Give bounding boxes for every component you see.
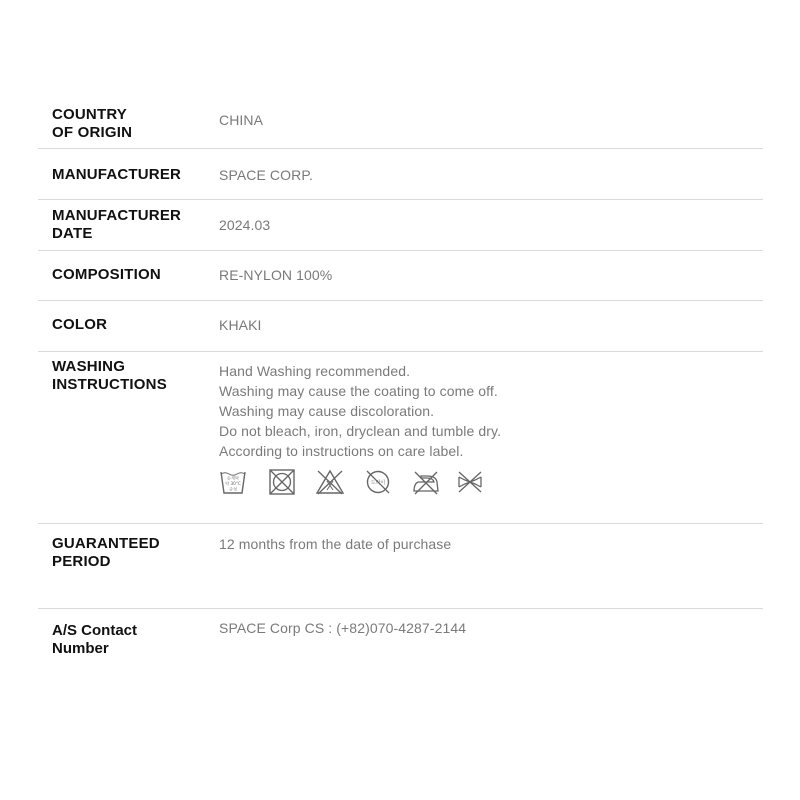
label-line: A/S Contact [52,622,138,639]
do-not-tumble-dry-icon [268,468,296,496]
row-label-guaranteed-period [52,535,202,571]
row-value-washing-instructions [219,361,501,461]
divider [38,199,763,200]
row-value-manufacturer: SPACE CORP. [219,167,313,183]
row-label-manufacturer: MANUFACTURER [52,166,182,183]
row-value-manufacturer-date: 2024.03 [219,217,271,233]
row-label-composition: COMPOSITION [52,266,161,283]
label-line: COUNTRY [52,106,128,123]
divider [38,250,763,251]
row-value-guaranteed-period: 12 months from the date of purchase [219,536,452,552]
row-color [38,316,763,336]
washing-line: Washing may cause the coating to come off. [219,383,498,399]
washing-line: According to instructions on care label. [219,443,464,459]
row-label-country-of-origin [52,106,202,142]
row-guaranteed-period [38,535,763,575]
label-line: PERIOD [52,553,111,570]
row-composition [38,266,763,286]
label-line: DATE [52,225,93,242]
hand-wash-detergent-text: 중성 [228,486,238,492]
divider [38,300,763,301]
dryclean-text: 드라이 [370,480,386,486]
hand-wash-text: 손세탁 [226,475,240,481]
do-not-bleach-icon [316,468,344,496]
hand-wash-temp-text: 약 30°C [225,481,241,486]
label-line: Number [52,640,109,657]
hand-wash-icon [219,468,247,496]
row-washing-instructions [38,358,763,518]
row-value-as-contact: SPACE Corp CS : (+82)070-4287-2144 [219,620,467,636]
divider [38,523,763,524]
label-line: GUARANTEED [52,535,160,552]
label-line: MANUFACTURER [52,207,182,224]
washing-line: Hand Washing recommended. [219,363,411,379]
do-not-wring-icon [456,468,484,496]
do-not-iron-icon [412,468,440,496]
row-label-manufacturer-date [52,207,202,243]
no-dryclean-icon [364,468,392,496]
label-line: WASHING [52,358,126,375]
row-label-washing-instructions [52,358,202,394]
label-line: OF ORIGIN [52,124,133,141]
row-as-contact [38,622,763,662]
row-value-country-of-origin: CHINA [219,112,264,128]
divider [38,351,763,352]
row-country-of-origin [38,106,763,148]
row-label-as-contact [52,622,202,658]
divider [38,148,763,149]
divider [38,608,763,609]
label-line: INSTRUCTIONS [52,376,167,393]
row-manufacturer [38,166,763,186]
row-manufacturer-date [38,207,763,247]
row-value-color: KHAKI [219,317,262,333]
row-label-color: COLOR [52,316,108,333]
row-value-composition: RE-NYLON 100% [219,267,333,283]
washing-line: Washing may cause discoloration. [219,403,435,419]
washing-line: Do not bleach, iron, dryclean and tumble dry. [219,423,502,439]
